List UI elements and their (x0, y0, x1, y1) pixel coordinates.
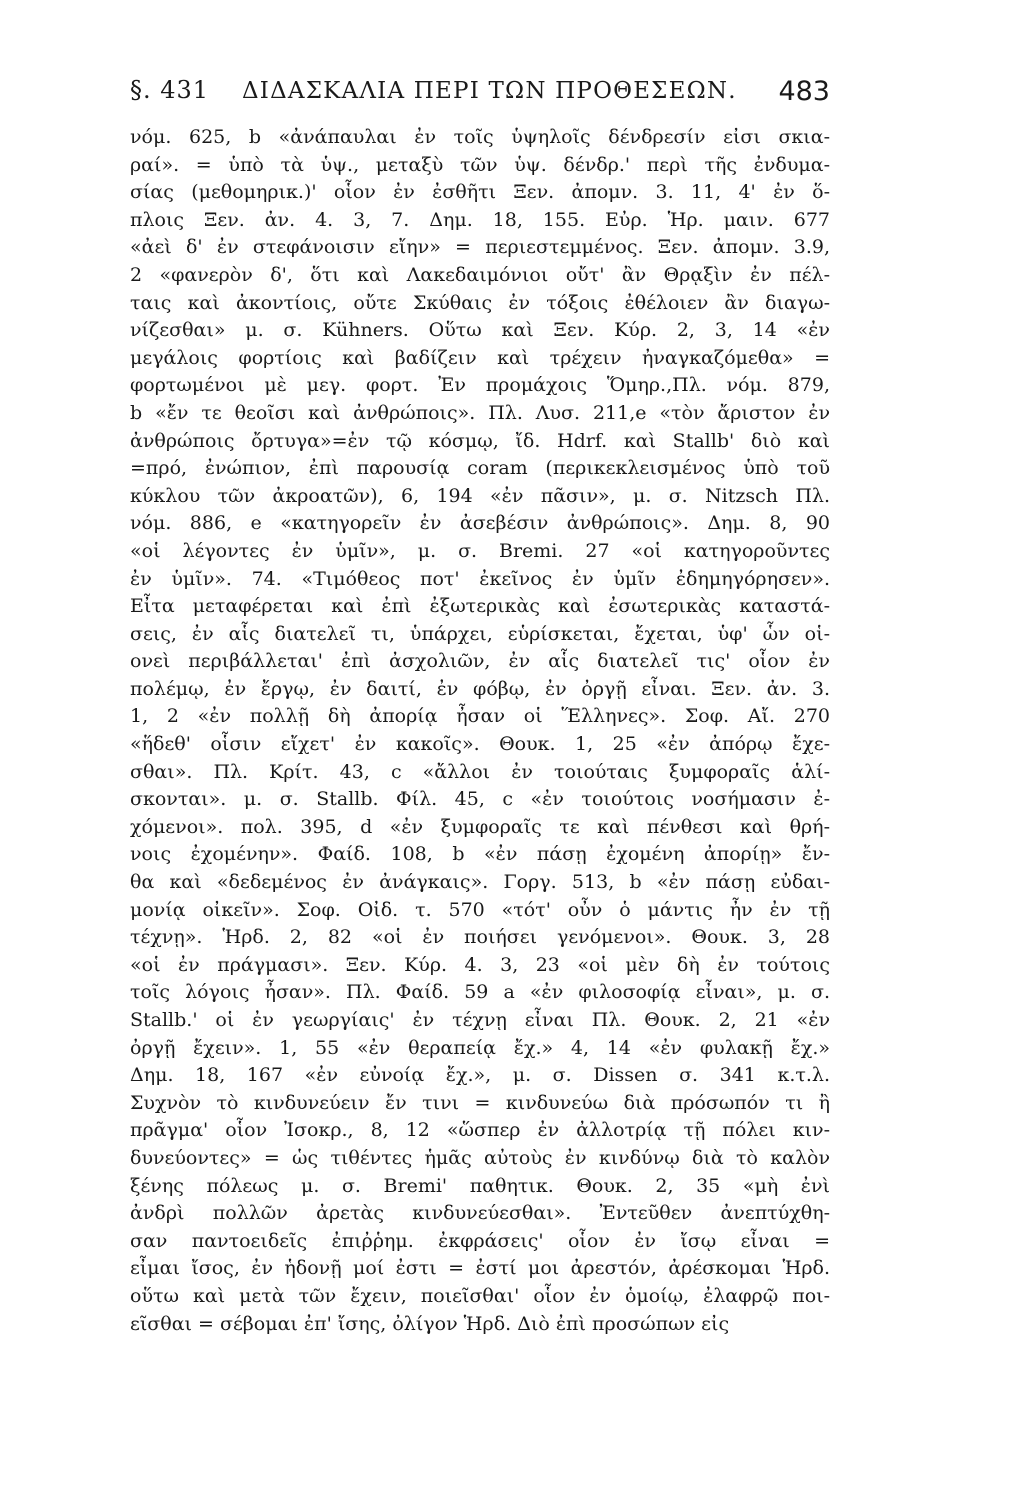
text-line: μεγάλοις φορτίοις καὶ βαδίζειν καὶ τρέχειν ἠναγκαζόμεθα» = (130, 346, 830, 369)
text-line: ἐν ὑμῖν». 74. «Τιμόθεος ποτ' ἐκεῖνος ἐν ὑμῖν ἐδημηγόρησεν». (130, 567, 830, 590)
text-line: τοῖς λόγοις ἦσαν». Πλ. Φαίδ. 59 a «ἐν φιλοσοφίᾳ εἶναι», μ. σ. (130, 981, 830, 1004)
text-line: =πρό, ἐνώπιον, ἐπὶ παρουσίᾳ coram (περικεκλεισμένος ὑπὸ τοῦ (130, 457, 830, 480)
text-line: εἶμαι ἴσος, ἐν ἡδονῇ μοί ἐστι = ἐστί μοι ἀρεστόν, ἀρέσκομαι Ἡρδ. (130, 1257, 830, 1280)
text-line: εῖσθαι = σέβομαι ἐπ' ἴσης, ὀλίγον Ἡρδ. Διὸ ἐπὶ προσώπων εἰς (130, 1312, 730, 1335)
text-line: μονίᾳ οἰκεῖν». Σοφ. Οἰδ. τ. 570 «τότ' οὖν ὁ μάντις ἦν ἐν τῇ (130, 898, 830, 921)
page-header (130, 76, 830, 116)
text-line: νίζεσθαι» μ. σ. Kühners. Οὕτω καὶ Ξεν. Κύρ. 2, 3, 14 «ἐν (130, 319, 830, 342)
text-line: «ἥδεθ' οἷσιν εἴχετ' ἐν κακοῖς». Θουκ. 1, 25 «ἐν ἀπόρῳ ἔχε- (130, 733, 830, 756)
text-line: κύκλου τῶν ἀκροατῶν), 6, 194 «ἐν πᾶσιν», μ. σ. Nitzsch Πλ. (130, 484, 830, 507)
text-line: ἀνθρώποις ὄρτυγα»=ἐν τῷ κόσμῳ, ἴδ. Hdrf. καὶ Stallb' διὸ καὶ (130, 429, 830, 452)
text-line: οὕτω καὶ μετὰ τῶν ἔχειν, ποιεῖσθαι' οἷον ἐν ὁμοίῳ, ἐλαφρῷ ποι- (130, 1284, 830, 1307)
text-line: 1, 2 «ἐν πολλῇ δὴ ἀπορίᾳ ἦσαν οἱ Ἕλληνες». Σοφ. Αἴ. 270 (130, 705, 830, 728)
text-line: Συχνὸν τὸ κινδυνεύειν ἔν τινι = κινδυνεύω διὰ πρόσωπόν τι ἢ (130, 1091, 830, 1114)
body-text (130, 124, 830, 1338)
text-line: ταις καὶ ἀκοντίοις, οὔτε Σκύθαις ἐν τόξοις ἐθέλοιεν ἂν διαγω- (130, 291, 830, 314)
text-line: ξένης πόλεως μ. σ. Bremi' παθητικ. Θουκ. 2, 35 «μὴ ἐνὶ (130, 1174, 830, 1197)
text-line: νόμ. 625, b «ἀνάπαυλαι ἐν τοῖς ὑψηλοῖς δένδρεσίν εἰσι σκια- (130, 126, 830, 148)
text-line: ἀνδρὶ πολλῶν ἀρετὰς κινδυνεύεσθαι». Ἐντεῦθεν ἀνεπτύχθη- (130, 1202, 830, 1225)
text-line: σκονται». μ. σ. Stallb. Φίλ. 45, c «ἐν τοιούτοις νοσήμασιν ἐ- (130, 788, 830, 811)
text-line: δυνεύοντες» = ὡς τιθέντες ἡμᾶς αὐτοὺς ἐν κινδύνῳ διὰ τὸ καλὸν (130, 1146, 830, 1169)
section-number: §. 431 (130, 76, 210, 104)
text-line: νοις ἐχομένην». Φαίδ. 108, b «ἐν πάσῃ ἐχομένη ἀπορίῃ» ἔν- (130, 843, 830, 866)
text-line: Stallb.' οἱ ἐν γεωργίαις' ἐν τέχνῃ εἶναι Πλ. Θουκ. 2, 21 «ἐν (130, 1009, 830, 1031)
text-line: χόμενοι». πολ. 395, d «ἐν ξυμφοραῖς τε καὶ πένθεσι καὶ θρή- (130, 815, 830, 838)
running-title: ΔΙΔΑΣΚΑΛΙΑ ΠΕΡΙ ΤΩΝ ΠΡΟΘΕΣΕΩΝ. (242, 78, 737, 104)
text-line: 2 «φανερὸν δ', ὅτι καὶ Λακεδαιμόνιοι οὔτ' ἂν Θρᾳξὶν ἐν πέλ- (130, 263, 830, 286)
text-line: σεις, ἐν αἷς διατελεῖ τι, ὑπάρχει, εὑρίσκεται, ἔχεται, ὑφ' ὧν οἱ- (130, 622, 830, 645)
text-line: φορτωμένοι μὲ μεγ. φορτ. Ἐν προμάχοις Ὅμηρ.,Πλ. νόμ. 879, (130, 374, 830, 397)
text-line: τέχνῃ». Ἡρδ. 2, 82 «οἱ ἐν ποιήσει γενόμενοι». Θουκ. 3, 28 (130, 926, 830, 949)
text-line: «οἱ λέγοντες ἐν ὑμῖν», μ. σ. Bremi. 27 «οἱ κατηγοροῦντες (130, 539, 830, 562)
text-line: ὀργῇ ἔχειν». 1, 55 «ἐν θεραπείᾳ ἔχ.» 4, 14 «ἐν φυλακῇ ἔχ.» (130, 1036, 830, 1059)
text-line: πολέμῳ, ἐν ἔργῳ, ἐν δαιτί, ἐν φόβῳ, ἐν ὀργῇ εἶναι. Ξεν. ἀν. 3. (130, 677, 830, 700)
text-line: σαν παντοειδεῖς ἐπιῤῥημ. ἐκφράσεις' οἷον ἐν ἴσῳ εἶναι = (130, 1229, 830, 1252)
text-line: ραί». = ὑπὸ τὰ ὑψ., μεταξὺ τῶν ὑψ. δένδρ.' περὶ τῆς ἐνδυμα- (130, 153, 830, 176)
text-line: Εἶτα μεταφέρεται καὶ ἐπὶ ἐξωτερικὰς καὶ ἐσωτερικὰς καταστά- (130, 595, 830, 618)
page-number: 483 (778, 76, 830, 107)
text-line: «ἀεὶ δ' ἐν στεφάνοισιν εἴην» = περιεστεμμένος. Ξεν. ἀπομν. 3.9, (130, 236, 830, 259)
text-line: Δημ. 18, 167 «ἐν εὐνοίᾳ ἔχ.», μ. σ. Dissen σ. 341 κ.τ.λ. (130, 1064, 830, 1087)
text-line: πλοις Ξεν. ἀν. 4. 3, 7. Δημ. 18, 155. Εὐρ. Ἡρ. μαιν. 677 (130, 208, 830, 231)
text-line: ονεὶ περιβάλλεται' ἐπὶ ἀσχολιῶν, ἐν αἷς διατελεῖ τις' οἷον ἐν (130, 650, 830, 673)
text-line: b «ἔν τε θεοῖσι καὶ ἀνθρώποις». Πλ. Λυσ. 211,e «τὸν ἄριστον ἐν (130, 401, 830, 424)
text-line: θα καὶ «δεδεμένος ἐν ἀνάγκαις». Γοργ. 513, b «ἐν πάσῃ εὐδαι- (130, 871, 830, 894)
text-line: «οἱ ἐν πράγμασι». Ξεν. Κύρ. 4. 3, 23 «οἱ μὲν δὴ ἐν τούτοις (130, 953, 830, 976)
text-line: πρᾶγμα' οἷον Ἰσοκρ., 8, 12 «ὥσπερ ἐν ἀλλοτρίᾳ τῇ πόλει κιν- (130, 1119, 830, 1142)
text-line: σθαι». Πλ. Κρίτ. 43, c «ἄλλοι ἐν τοιούταις ξυμφοραῖς ἁλί- (130, 760, 830, 783)
text-line: σίας (μεθομηρικ.)' οἷον ἐν ἐσθῆτι Ξεν. ἀπομν. 3. 11, 4' ἐν ὅ- (130, 181, 830, 204)
text-line: νόμ. 886, e «κατηγορεῖν ἐν ἀσεβέσιν ἀνθρώποις». Δημ. 8, 90 (130, 512, 830, 535)
